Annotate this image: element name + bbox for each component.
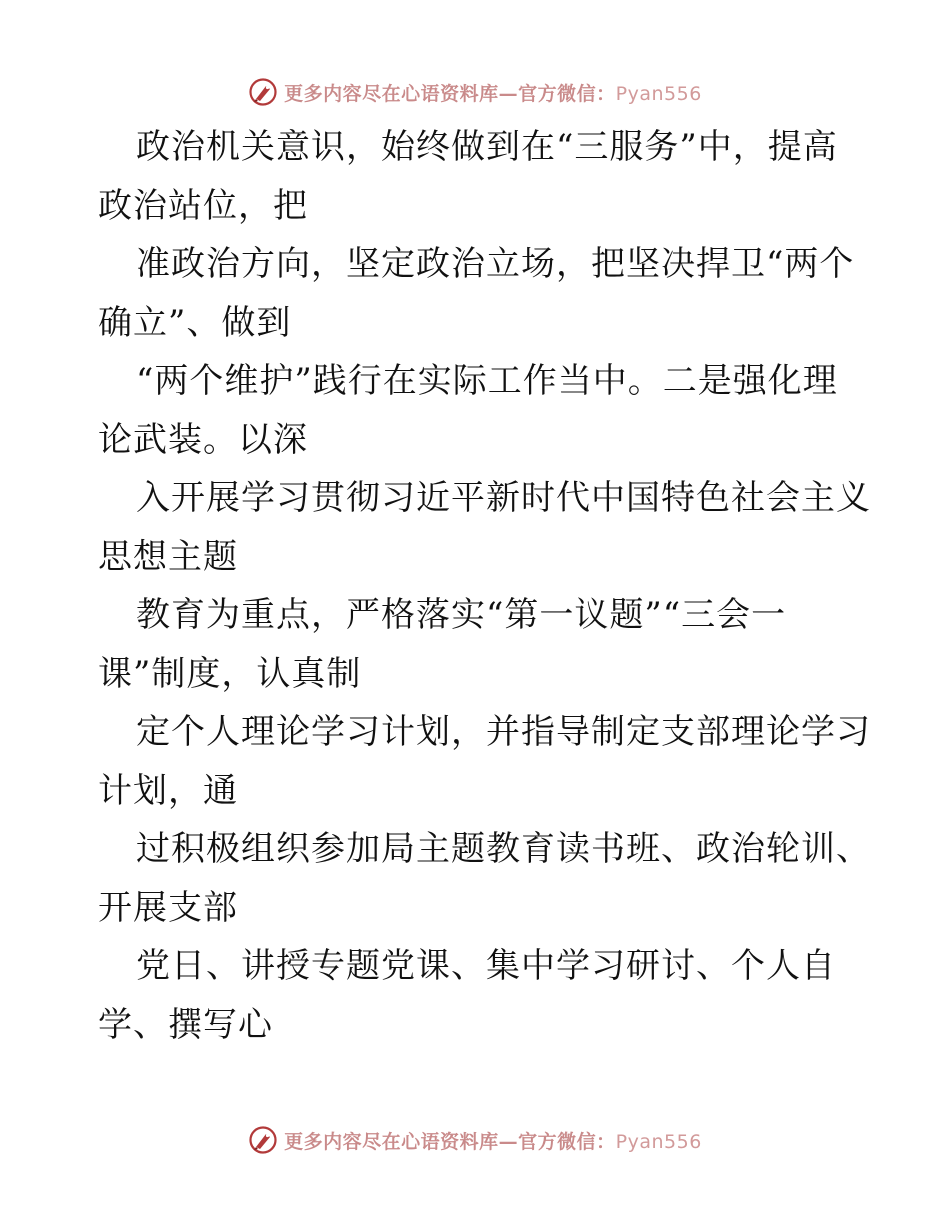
header-banner-text: 更多内容尽在心语资料库—官方微信：Pyan556 xyxy=(284,82,702,105)
body-line: 政治机关意识，始终做到在“三服务”中，提高 xyxy=(136,127,838,167)
footer-banner xyxy=(0,1120,950,1160)
body-line: 入开展学习贯彻习近平新时代中国特色社会主义 xyxy=(136,478,871,518)
body-line: 学、撰写心 xyxy=(98,1004,273,1045)
body-line: 论武装。以深 xyxy=(98,419,308,460)
header-banner xyxy=(0,72,950,112)
body-line: 过积极组织参加局主题教育读书班、政治轮训、 xyxy=(136,829,871,869)
footer-wechat-id: Pyan556 xyxy=(615,1130,702,1153)
body-line: 定个人理论学习计划，并指导制定支部理论学习 xyxy=(136,712,871,752)
body-line: 思想主题 xyxy=(98,536,238,577)
footer-banner-text: 更多内容尽在心语资料库—官方微信：Pyan556 xyxy=(284,1130,702,1153)
pen-nib-logo-icon xyxy=(248,77,278,107)
body-line: 计划，通 xyxy=(98,770,238,811)
body-line: 政治站位，把 xyxy=(98,185,308,226)
pen-nib-logo-icon xyxy=(248,1125,278,1155)
body-line: 教育为重点，严格落实“第一议题”“三会一 xyxy=(136,595,787,635)
document-body xyxy=(98,118,871,1054)
body-line: 课”制度，认真制 xyxy=(98,653,362,694)
header-wechat-id: Pyan556 xyxy=(615,82,702,105)
body-line: 开展支部 xyxy=(98,887,238,928)
body-line: 确立”、做到 xyxy=(98,302,292,343)
body-line: 党日、讲授专题党课、集中学习研讨、个人自 xyxy=(136,946,836,986)
body-line: 准政治方向，坚定政治立场，把坚决捍卫“两个 xyxy=(136,244,855,284)
body-line: “两个维护”践行在实际工作当中。二是强化理 xyxy=(136,361,838,401)
